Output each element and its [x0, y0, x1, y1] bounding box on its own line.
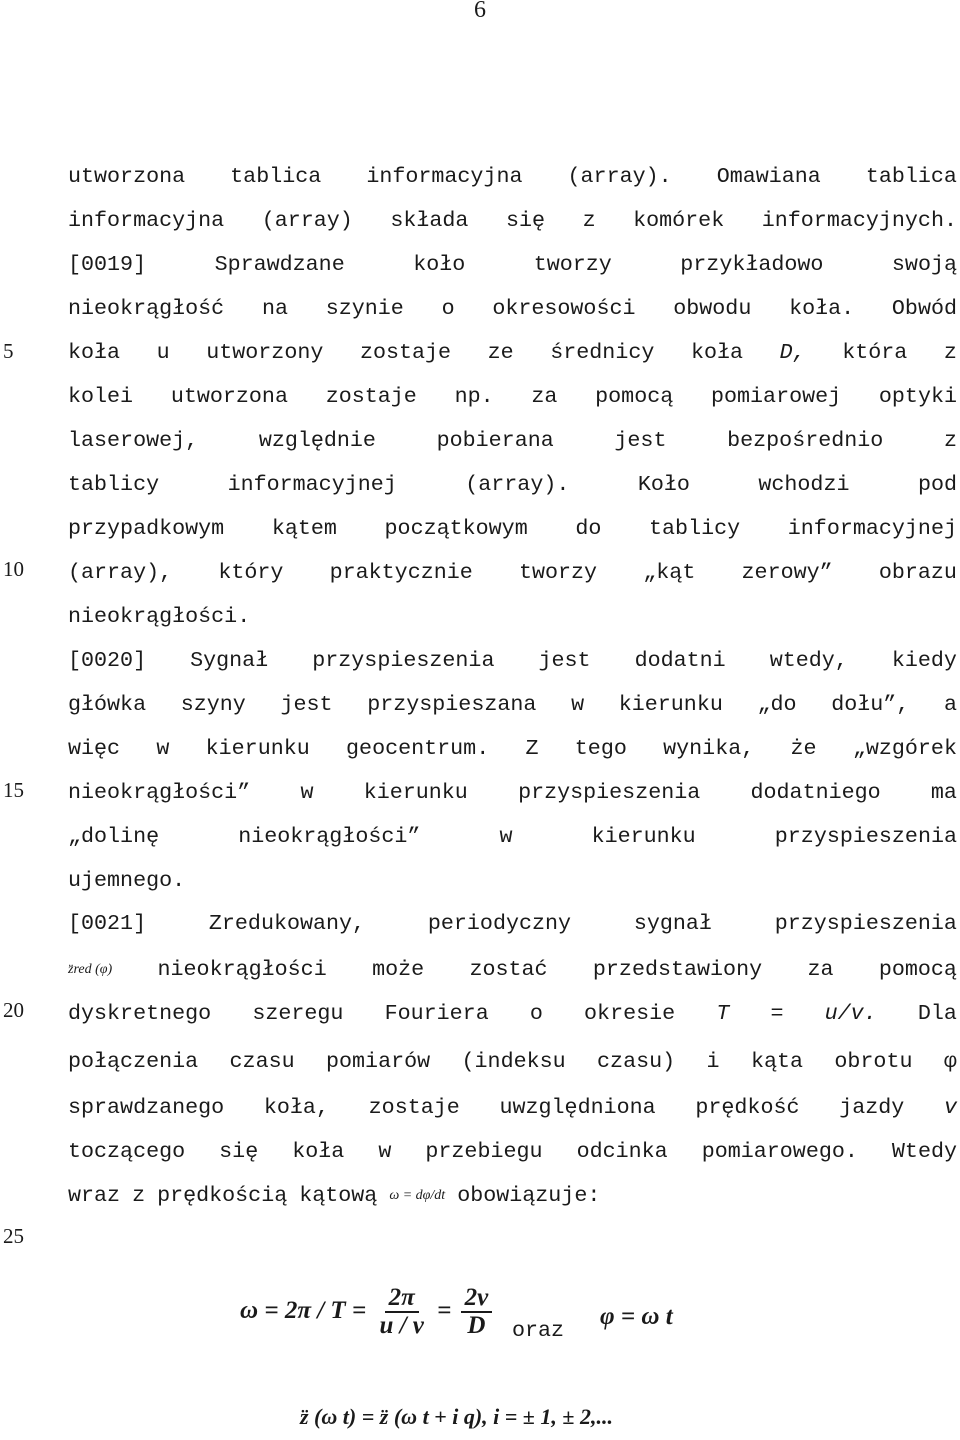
- word: przyspieszenia: [774, 911, 957, 936]
- text-line: [68, 909, 957, 939]
- word: nieokrągłości: [157, 957, 327, 982]
- word: informacyjnej: [227, 472, 397, 497]
- word: szeregu: [252, 1001, 344, 1026]
- word: do: [575, 516, 602, 541]
- word: Wtedy: [891, 1139, 957, 1164]
- word: zerowy”: [741, 560, 833, 585]
- word: T: [716, 1001, 730, 1026]
- word: kąta: [750, 1049, 803, 1074]
- word: ze: [487, 340, 514, 365]
- word: nieokrągłości”: [238, 824, 421, 849]
- word: koło: [413, 252, 466, 277]
- word: szyny: [180, 692, 246, 717]
- word: Sprawdzane: [214, 252, 345, 277]
- word: u/v.: [824, 1001, 877, 1026]
- word: „wzgórek: [852, 736, 957, 761]
- word: Sygnał: [190, 648, 269, 673]
- word: (array).: [465, 472, 570, 497]
- text-line: [68, 955, 957, 985]
- word: z: [943, 340, 957, 365]
- word: Dla: [917, 1001, 957, 1026]
- word: ujemnego.: [68, 868, 186, 893]
- word: kątem: [271, 516, 337, 541]
- word: główka: [68, 692, 147, 717]
- word: koła: [292, 1139, 345, 1164]
- word: [0021]: [68, 911, 147, 936]
- word: =: [770, 1001, 784, 1026]
- word: prędkość: [695, 1095, 800, 1120]
- word: uwzględniona: [499, 1095, 656, 1120]
- word: pomocą: [878, 957, 957, 982]
- word: praktycznie: [329, 560, 473, 585]
- word: D,: [779, 340, 806, 365]
- word: czasu: [229, 1049, 295, 1074]
- word: początkowym: [384, 516, 528, 541]
- word: (array): [261, 208, 353, 233]
- word: pod: [917, 472, 957, 497]
- word: „do: [757, 692, 797, 717]
- word: informacyjnych.: [761, 208, 957, 233]
- text-line: [68, 1181, 957, 1211]
- word: zostaje: [325, 384, 417, 409]
- word: z: [132, 1183, 146, 1208]
- word: Fouriera: [384, 1001, 489, 1026]
- conjunction-oraz: oraz: [512, 1318, 565, 1343]
- word: za: [807, 957, 834, 982]
- word: dołu”,: [831, 692, 910, 717]
- word: ma: [930, 780, 957, 805]
- word: przyspieszana: [367, 692, 537, 717]
- line-number-25: 25: [3, 1224, 24, 1248]
- word: kiedy: [891, 648, 957, 673]
- word: obwodu: [673, 296, 752, 321]
- text-line: [68, 646, 957, 676]
- word: koła: [690, 340, 744, 365]
- word: przyspieszenia: [312, 648, 495, 673]
- word: składa: [390, 208, 469, 233]
- word: tego: [574, 736, 627, 761]
- word: Koło: [637, 472, 690, 497]
- word: przypadkowym: [68, 516, 225, 541]
- text-line: [68, 206, 957, 236]
- word: wynika,: [663, 736, 755, 761]
- word: wchodzi: [758, 472, 850, 497]
- word: się: [219, 1139, 259, 1164]
- word: zostać: [469, 957, 548, 982]
- text-line: [68, 602, 957, 632]
- word: periodyczny: [427, 911, 572, 936]
- word: tablica: [230, 164, 322, 189]
- fraction-denominator: u / v: [379, 1312, 424, 1340]
- word: obrazu: [878, 560, 957, 585]
- text-line: [68, 558, 957, 588]
- inline-formula: z̈red (φ): [68, 962, 113, 977]
- word: bezpośrednio: [727, 428, 884, 453]
- word: względnie: [258, 428, 376, 453]
- word: informacyjnej: [787, 516, 957, 541]
- word: która: [842, 340, 908, 365]
- word: u: [156, 340, 170, 365]
- word: kolei: [68, 384, 134, 409]
- word: nieokrągłość: [68, 296, 225, 321]
- word: przyspieszenia: [774, 824, 957, 849]
- word: średnicy: [550, 340, 655, 365]
- fraction-numerator: 2π: [385, 1285, 419, 1313]
- word: „dolinę: [68, 824, 160, 849]
- word: na: [261, 296, 288, 321]
- text-line: [68, 470, 957, 500]
- word: nieokrągłości”: [68, 780, 251, 805]
- word: okresowości: [492, 296, 636, 321]
- text-line: [68, 690, 957, 720]
- word: szynie: [325, 296, 404, 321]
- word: wraz: [68, 1183, 121, 1208]
- word: (indeksu: [461, 1049, 566, 1074]
- word: jest: [280, 692, 333, 717]
- word: przykładowo: [680, 252, 824, 277]
- word: [0019]: [68, 252, 147, 277]
- line-number-10: 10: [3, 557, 24, 581]
- equals-sign: =: [437, 1296, 452, 1324]
- word: kierunku: [205, 736, 310, 761]
- equation-phi: φ = ω t: [600, 1303, 673, 1330]
- word: tablica: [865, 164, 957, 189]
- word: zostaje: [368, 1095, 460, 1120]
- word: geocentrum.: [346, 736, 490, 761]
- word: pomocą: [595, 384, 674, 409]
- word: sprawdzanego: [68, 1095, 225, 1120]
- word: „kąt: [643, 560, 696, 585]
- word: w: [499, 824, 513, 849]
- word: pobierana: [436, 428, 554, 453]
- word: utworzony: [206, 340, 324, 365]
- word: wtedy,: [769, 648, 848, 673]
- word: tablicy: [68, 472, 160, 497]
- word: Zredukowany,: [208, 911, 366, 936]
- text-line: [68, 338, 957, 368]
- word: toczącego: [68, 1139, 186, 1164]
- word: z: [582, 208, 596, 233]
- word: obrotu: [834, 1049, 913, 1074]
- word: o: [529, 1001, 543, 1026]
- line-number-20: 20: [3, 998, 24, 1022]
- word: Omawiana: [716, 164, 821, 189]
- word: jest: [538, 648, 591, 673]
- word: w: [300, 780, 314, 805]
- fraction-2v-over-d: [461, 1285, 493, 1340]
- text-line: [68, 822, 957, 852]
- word: informacyjna: [68, 208, 225, 233]
- word: i: [706, 1049, 720, 1074]
- page-number: 6: [474, 0, 486, 23]
- word: z: [943, 428, 957, 453]
- word: dodatni: [634, 648, 726, 673]
- word: tablicy: [649, 516, 741, 541]
- word: w: [156, 736, 170, 761]
- word: optyki: [878, 384, 957, 409]
- text-line: [68, 1093, 957, 1123]
- text-line: [68, 294, 957, 324]
- line-number-5: 5: [3, 339, 14, 363]
- word: informacyjna: [366, 164, 523, 189]
- fraction-2pi-over-u-v: [375, 1285, 427, 1340]
- word: Z: [525, 736, 539, 761]
- word: (array).: [567, 164, 672, 189]
- word: pomiarów: [326, 1049, 431, 1074]
- word: dodatniego: [750, 780, 881, 805]
- text-line: [68, 734, 957, 764]
- word: może: [372, 957, 425, 982]
- word: kątową: [299, 1183, 378, 1208]
- word: się: [505, 208, 546, 233]
- word: kierunku: [591, 824, 696, 849]
- word: pomiarowego.: [701, 1139, 858, 1164]
- text-line: [68, 426, 957, 456]
- text-line: [68, 514, 957, 544]
- word: utworzona: [68, 164, 186, 189]
- word: koła,: [263, 1095, 329, 1120]
- word: zostaje: [359, 340, 452, 365]
- text-line: [68, 866, 957, 896]
- fraction-numerator: 2v: [461, 1285, 493, 1313]
- word: nieokrągłości.: [68, 604, 251, 629]
- equation-omega-lhs: ω = 2π / T =: [240, 1296, 367, 1324]
- word: laserowej,: [68, 428, 199, 453]
- text-line: [68, 250, 957, 280]
- inline-formula: ω = dφ/dt: [389, 1188, 446, 1203]
- equation-omega: [240, 1285, 495, 1340]
- text-line: [68, 778, 957, 808]
- word: Obwód: [891, 296, 957, 321]
- word: prędkością: [157, 1183, 288, 1208]
- word: kierunku: [363, 780, 468, 805]
- word: jest: [614, 428, 667, 453]
- word: koła: [68, 340, 121, 365]
- word: swoją: [891, 252, 957, 277]
- word: [0020]: [68, 648, 147, 673]
- word: o: [441, 296, 455, 321]
- word: jazdy: [839, 1095, 905, 1120]
- word: (array),: [68, 560, 173, 585]
- word: okresie: [584, 1001, 676, 1026]
- text-line: [68, 382, 957, 412]
- text-line: [68, 1047, 957, 1077]
- word: dyskretnego: [68, 1001, 212, 1026]
- word: czasu): [597, 1049, 676, 1074]
- word: obowiązuje:: [457, 1183, 601, 1208]
- word: odcinka: [576, 1139, 668, 1164]
- word: sygnał: [633, 911, 712, 936]
- word: za: [531, 384, 558, 409]
- text-line: [68, 1137, 957, 1167]
- word: v: [943, 1095, 957, 1120]
- word: przedstawiony: [592, 957, 763, 982]
- word: przebiegu: [425, 1139, 543, 1164]
- word: pomiarowej: [711, 384, 842, 409]
- word: kierunku: [618, 692, 723, 717]
- word: komórek: [633, 208, 725, 233]
- fraction-denominator: D: [467, 1312, 486, 1340]
- equation-fourier-series: z̈ (ω t) = z̈ (ω t + i q), i = ± 1, ± 2,...: [300, 1404, 613, 1429]
- word: utworzona: [170, 384, 288, 409]
- word: np.: [454, 384, 494, 409]
- word: który: [218, 560, 284, 585]
- word: w: [571, 692, 585, 717]
- text-line: [68, 999, 957, 1029]
- word: tworzy: [518, 560, 598, 585]
- text-line: [68, 162, 957, 192]
- word: przyspieszenia: [518, 780, 701, 805]
- word: w: [378, 1139, 392, 1164]
- word: a: [943, 692, 957, 717]
- word: koła.: [789, 296, 855, 321]
- word: że: [790, 736, 817, 761]
- word: połączenia: [68, 1049, 199, 1074]
- line-number-15: 15: [3, 778, 24, 802]
- word: tworzy: [533, 252, 612, 277]
- word: więc: [68, 736, 121, 761]
- word: φ: [943, 1049, 957, 1074]
